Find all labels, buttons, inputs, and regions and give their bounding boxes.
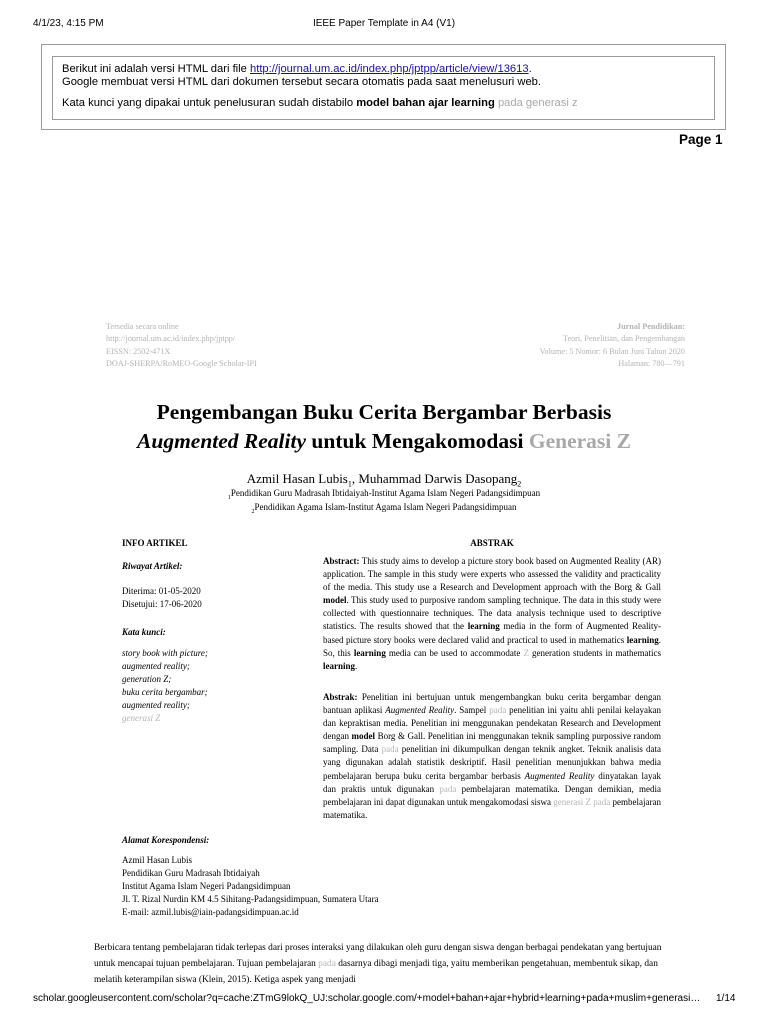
cache-line3-prefix: Kata kunci yang dipakai untuk penelusuran sudah distabilo [62,97,357,109]
affiliation-2 [0,502,768,515]
abstract-text: dinyatakan layak dan praktis untuk digunakan [323,770,661,794]
date-received: Diterima: 01-05-2020 [122,586,201,596]
keywords-list [122,647,322,726]
corr-name: Azmil Hasan Lubis [122,855,192,865]
cache-line1-prefix: Berikut ini adalah versi HTML dari file [62,63,250,75]
abstract-text: generation students in mathematics [528,647,661,658]
print-doc-title: IEEE Paper Template in A4 (V1) [312,18,456,29]
abstract-text: media can be used to accommodate [385,647,524,658]
abstract-text: media in the form of Augmented Reality-based picture story books were declared valid and practical to used in mathematics [323,621,661,645]
journal-availability: Tersedia secara online [106,322,179,331]
keyword: buku cerita bergambar; [122,687,208,698]
journal-indexing: DOAJ-SHERPA/RoMEO-Google Scholar-IPI [106,359,257,369]
cache-line1-suffix: . [528,63,532,75]
abstract-text: . This study used to purposive random sampling technique. The data in this study were collected with questionnaire techniques. The data analysis technique used to descriptive statistics. The results showed that the [323,595,661,632]
author-separator: , [351,471,359,486]
highlight-term: model [351,731,376,742]
keyword: generation Z; [122,674,172,685]
highlight-keywords-grey: pada generasi z [497,97,578,109]
author-1-index: 1 [347,479,352,489]
corr-email: E-mail: azmil.lubis@iain-padangsidimpuan.ac.id [122,907,299,918]
abstract-heading: ABSTRAK [470,538,514,548]
abstract-text: pembelajaran matematika. Dengan demikian, media pembelajaran ini dapat digunakan untuk mengakomodasi siswa [323,783,661,807]
abstract-english [323,555,661,673]
abstract-italic-term: Augmented Reality [385,705,455,716]
abstract-text: This study aims to develop a picture story book based on Augmented Reality (AR) application. The sample in this study were experts who assessed the validity and practicality of the media. This study use a Research and Development approach with the Borg & Gall [323,556,661,593]
journal-info-right [540,321,685,371]
keyword: augmented reality; [122,661,190,672]
source-file-link[interactable]: http://journal.um.ac.id/index.php/jptpp/article/view/13613 [249,63,529,75]
author-1: Azmil Hasan Lubis [246,471,348,486]
title-highlight: Generasi Z [528,429,631,453]
history-dates [122,585,322,611]
print-datetime: 4/1/23, 4:15 PM [33,18,104,29]
affiliation-1 [0,488,768,501]
correspondence-label: Alamat Korespondensi: [122,835,210,845]
keyword-highlight: generasi Z [122,713,161,724]
abstract-id-label: Abstrak: [323,692,358,702]
print-page-count: 1/14 [716,993,736,1004]
print-footer-url: scholar.googleusercontent.com/scholar?q=cache:ZTmG9lokQ_UJ:scholar.google.com/+model+bahan+ajar+hybrid+learning+pada+muslim+generasi… [33,993,701,1004]
highlight-term-grey: pada [593,796,611,807]
body-text: Berbicara tentang pembelajaran tidak terlepas dari proses interaksi yang dilakukan oleh guru dengan siswa dengan berbagai pendekatan yang bertujuan untuk mencapai tujuan pembelajaran. Tujuan pembelajaran [94,943,662,969]
highlight-term-grey: pada [318,959,336,969]
keyword: story book with picture; [122,648,208,658]
abstract-text: Borg & Gall. Penelitian ini menggunakan teknik sampling purpossive random sampling. Data [323,731,661,755]
page-label: Page 1 [679,132,723,147]
abstract-text: Penelitian ini bertujuan untuk mengembangkan buku cerita bergambar dengan bantuan aplikasi [323,692,661,716]
date-approved: Disetujui: 17-06-2020 [122,599,202,610]
body-text: dasarnya dibagi menjadi tiga, yaitu memberikan pengetahuan, membentuk sikap, dan melatih keterampilan siswa (Klein, 2015). Ketiga aspek yang menjadi [94,959,658,985]
journal-pages: Halaman: 780—791 [618,359,685,369]
affiliation-1-text: Pendidikan Guru Madrasah Ibtidaiyah-Institut Agama Islam Negeri Padangsidimpuan [230,488,541,498]
journal-subtitle: Teori, Penelitian, dan Pengembangan [563,334,685,344]
cache-notice [52,56,715,120]
corr-dept: Pendidikan Guru Madrasah Ibtidaiyah [122,868,260,879]
abstract-en-label: Abstract: [323,556,360,566]
abstract-text: penelitian ini yaitu ahli penilai kelayakan dan kepraktisan media. Penelitian ini menggunakan pendekatan Research and Development dengan [323,705,662,742]
history-label: Riwayat Artikel: [122,561,183,571]
highlight-term: model [323,595,347,606]
abstract-text: pembelajaran matematika. [323,796,661,820]
journal-url: http://journal.um.ac.id/index.php/jptpp/ [106,334,236,344]
keywords-label: Kata kunci: [122,627,166,637]
corr-institution: Institut Agama Islam Negeri Padangsidimpuan [122,881,291,892]
author-2: Muhammad Darwis Dasopang [358,471,518,486]
affiliation-2-text: Pendidikan Agama Islam-Institut Agama Islam Negeri Padangsidimpuan [254,502,517,512]
affiliation-1-index: 1 [227,494,231,501]
author-2-index: 2 [517,479,522,489]
highlight-keywords: model bahan ajar learning [356,97,495,109]
abstract-text: . [355,660,358,671]
journal-info-left [106,321,257,371]
abstract-italic-term: Augmented Reality [524,770,595,781]
highlight-term-grey: Z [523,647,529,658]
highlight-term-grey: generasi Z [553,796,591,807]
info-heading: INFO ARTIKEL [122,538,188,548]
highlight-term: learning [353,647,386,658]
title-mid: untuk Mengakomodasi [306,429,529,453]
paper-title [0,398,768,456]
abstract-text: . Sampel [454,705,490,716]
journal-eissn: EISSN: 2502-471X [106,346,171,356]
highlight-term-grey: pada [489,705,507,716]
highlight-term-grey: pada [381,744,399,755]
abstract-text: penelitian ini dikumpulkan dengan teknik angket. Teknik analisis data yang digunakan adalah statistik deskriptif. Hasil penelitian menunjukkan bahwa media pembelajaran berupa buku cerita bergambar berbasis [323,744,661,781]
correspondence-address [122,854,422,919]
title-line1: Pengembangan Buku Cerita Bergambar Berbasis [156,400,612,424]
body-paragraph [94,940,674,988]
title-italic: Augmented Reality [137,429,307,453]
abstract-indonesian [323,691,661,822]
authors [0,471,768,489]
highlight-term: learning [626,634,659,645]
cache-line2: Google membuat versi HTML dari dokumen tersebut secara otomatis pada saat menelusuri web. [62,76,542,88]
affiliation-2-index: 2 [251,508,255,515]
highlight-term-grey: pada [439,783,457,794]
highlight-term: learning [467,621,500,632]
highlight-term: learning [323,660,356,671]
journal-name: Jurnal Pendidikan: [616,322,685,331]
keyword: augmented reality; [122,700,190,711]
corr-street: Jl. T. Rizal Nurdin KM 4.5 Sihitang-Padangsidimpuan, Sumatera Utara [122,894,379,905]
journal-volume: Volume: 5 Nomor: 6 Bulan Juni Tahun 2020 [539,346,685,356]
abstract-text: . So, this [323,634,661,658]
